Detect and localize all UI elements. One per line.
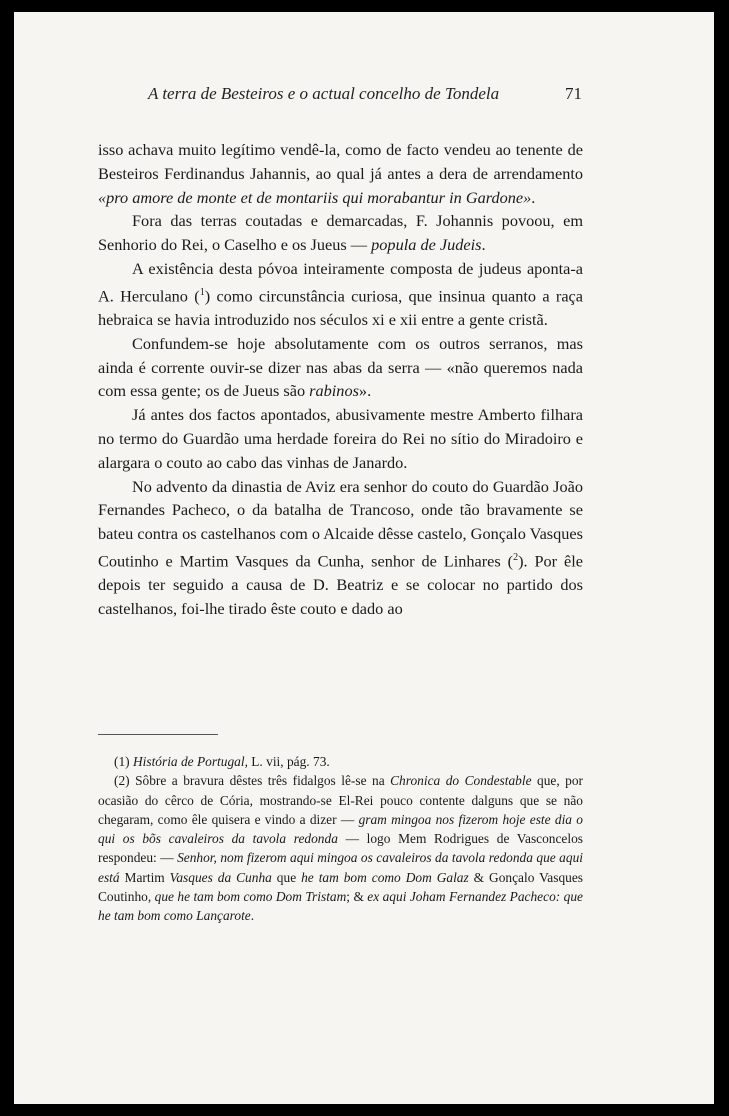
italic-text: he tam bom como Dom Galaz [301, 869, 469, 885]
italic-text: «pro amore de monte et de montariis qui morabantur in Gardone» [98, 187, 532, 207]
italic-text: ex aqui Joham Fernandez Pacheco: que he tam bom como Lançarote [98, 889, 583, 924]
paragraph: isso achava muito legítimo vendê-la, como de facto vendeu ao tenente de Besteiros Ferdinandus Jahannis, ao qual já antes a dera de arrendamento «pro amore de monte et de montariis qui morabantur in Gardone». [98, 140, 583, 207]
italic-text: rabinos [309, 381, 359, 401]
footnote: (1) História de Portugal, L. vii, pág. 73. [114, 754, 330, 769]
footnote-marker: 1 [199, 286, 205, 298]
running-title: A terra de Besteiros e o actual concelho de Tondela [148, 84, 500, 103]
footnote-rule [98, 734, 218, 735]
footnote: (2) Sôbre a bravura dêstes três fidalgos lê-se na Chronica do Condestable que, por ocasião do cêrco de Cória, mostrando-se El-Rei pouco contente dalguns que se não chegaram, como êle quisera e vindo a dizer — gram mingoa nos fizerom hoje este dia o qui os bõs cavaleiros da tavola redonda — logo Mem Rodrigues de Vasconcelos respondeu: — Senhor, nom fizerom aqui mingoa os cavaleiros da tavola redonda que aqui está Martim Vasques da Cunha que he tam bom como Dom Galaz & Gonçalo Vasques Coutinho, que he tam bom como Dom Tristam; & ex aqui Joham Fernandez Pacheco: que he tam bom como Lançarote. [98, 773, 584, 924]
running-header [148, 84, 582, 104]
italic-text: popula de Judeis [371, 235, 482, 255]
paragraph: Confundem-se hoje absolutamente com os outros serranos, mas ainda é corrente ouvir-se dizer nas abas da serra — «não queremos nada com essa gente; os de Jueus são rabinos». [98, 333, 583, 401]
italic-text: Chronica do Condestable [390, 773, 532, 789]
italic-text: gram mingoa nos fizerom hoje este dia o qui os bõs cavaleiros da tavola redonda [98, 811, 583, 847]
page-number: 71 [565, 84, 582, 103]
italic-text: História de Portugal [132, 754, 245, 769]
paragraph: Já antes dos factos apontados, abusivamente mestre Amberto filhara no termo do Guardão uma herdade foreira do Rei no sítio do Miradoiro e alargara o couto ao cabo das vinhas de Janardo. [98, 405, 583, 472]
footnotes [98, 752, 583, 926]
footnote-marker: 2 [513, 551, 519, 563]
book-page [14, 12, 714, 1104]
body-text [98, 138, 583, 621]
paragraph: No advento da dinastia de Aviz era senhor do couto do Guardão João Fernandes Pacheco, o da batalha de Trancoso, onde tão bravamente se bateu contra os castelhanos com o Alcaide dêsse castelo, Gonçalo Vasques Coutinho e Martim Vasques da Cunha, senhor de Linhares ($^2$). Por êle depois ter seguido a causa de D. Beatriz e se colocar no partido dos castelhanos, foi-lhe tirado êste couto e dado ao [98, 476, 583, 618]
italic-text: Vasques da Cunha [169, 869, 272, 885]
italic-text: Senhor, nom fizerom aqui mingoa os cavaleiros da tavola redonda que aqui está [98, 850, 583, 885]
italic-text: que he tam bom como Dom Tristam [154, 889, 347, 905]
paragraph: A existência desta póvoa inteiramente composta de judeus aponta-a A. Herculano ($^1$) como circunstância curiosa, que insinua quanto a raça hebraica se havia introduzido nos séculos xi e xii entre a gente cristã. [98, 258, 583, 329]
paragraph: Fora das terras coutadas e demarcadas, F. Johannis povoou, em Senhorio do Rei, o Caselho e os Jueus — popula de Judeis. [98, 211, 583, 255]
